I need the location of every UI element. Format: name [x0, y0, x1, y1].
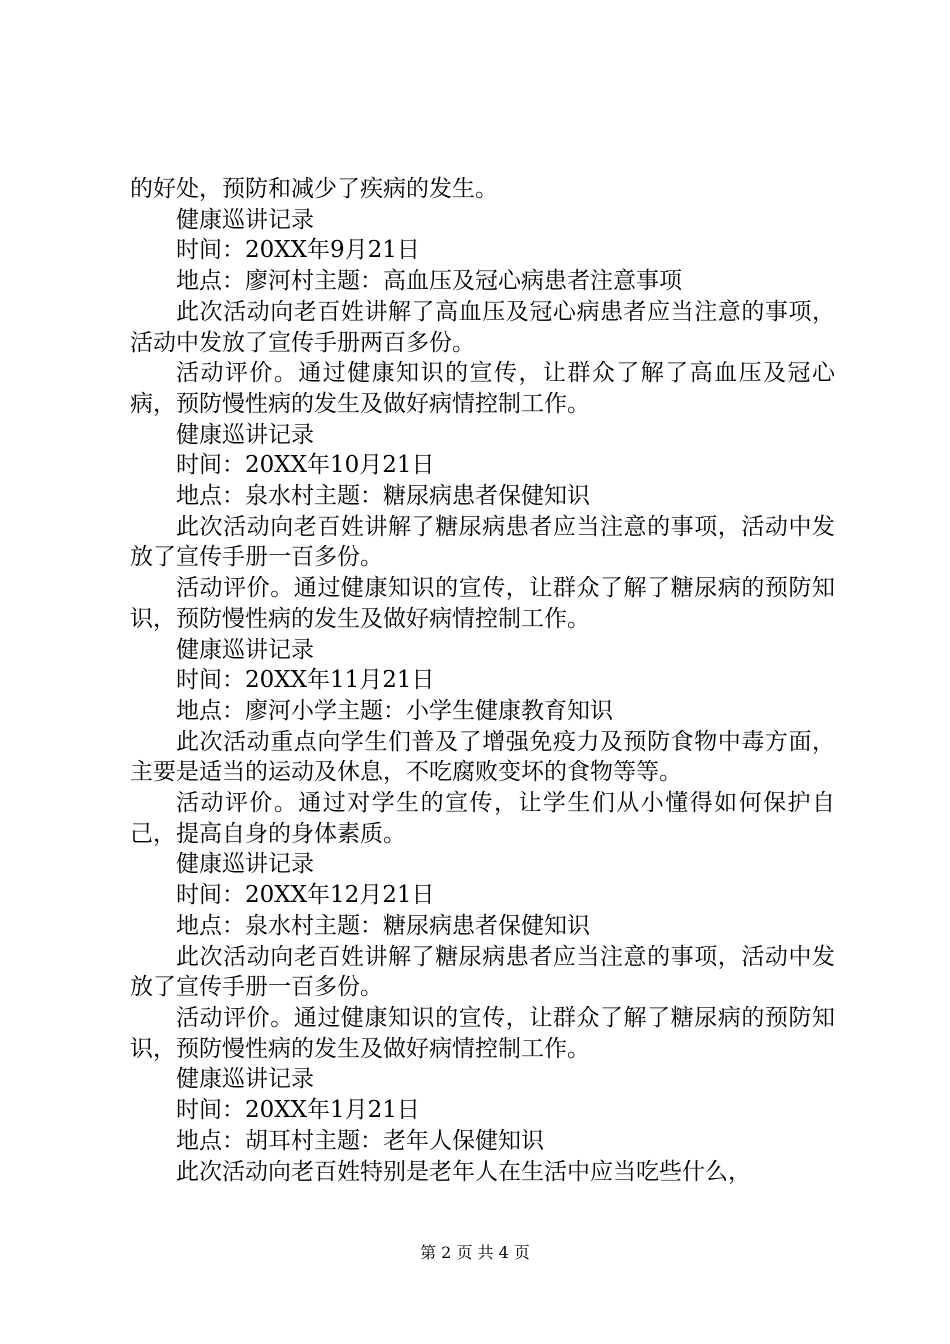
record-heading: 健康巡讲记录 — [176, 1066, 314, 1093]
record-content: 此次活动向老百姓讲解了糖尿病患者应当注意的事项，活动中发放了宣传手册一百多份。 — [130, 943, 835, 1001]
record-location-topic: 地点：泉水村主题：糖尿病患者保健知识 — [176, 912, 590, 939]
record-content: 此次活动重点向学生们普及了增强免疫力及预防食物中毒方面，主要是适当的运动及休息，不吃腐败变坏的食物等等。 — [130, 728, 835, 786]
record-evaluation: 活动评价。通过健康知识的宣传，让群众了解了糖尿病的预防知识，预防慢性病的发生及做好病情控制工作。 — [130, 1004, 835, 1062]
record-heading: 健康巡讲记录 — [176, 421, 314, 448]
record-content: 此次活动向老百姓讲解了糖尿病患者应当注意的事项，活动中发放了宣传手册一百多份。 — [130, 513, 835, 571]
record-heading: 健康巡讲记录 — [176, 851, 314, 878]
record-location-topic: 地点：廖河小学主题：小学生健康教育知识 — [176, 697, 613, 724]
record-time: 时间：20XX年11月21日 — [176, 667, 435, 694]
page-number-footer: 第 2 页 共 4 页 — [420, 1243, 530, 1262]
record-time: 时间：20XX年10月21日 — [176, 452, 435, 479]
record-heading: 健康巡讲记录 — [176, 206, 314, 233]
record-location-topic: 地点：泉水村主题：糖尿病患者保健知识 — [176, 483, 590, 510]
paragraph-continuation: 的好处，预防和减少了疾病的发生。 — [130, 176, 498, 202]
record-evaluation: 活动评价。通过对学生的宣传，让学生们从小懂得如何保护自己，提高自身的身体素质。 — [130, 790, 835, 847]
record-content: 此次活动向老百姓特别是老年人在生活中应当吃些什么， — [176, 1158, 751, 1185]
record-evaluation: 活动评价。通过健康知识的宣传，让群众了解了高血压及冠心病，预防慢性病的发生及做好病情控制工作。 — [130, 360, 835, 417]
record-location-topic: 地点：胡耳村主题：老年人保健知识 — [176, 1127, 544, 1154]
record-heading: 健康巡讲记录 — [176, 636, 314, 663]
document-body — [130, 174, 835, 1187]
record-evaluation: 活动评价。通过健康知识的宣传，让群众了解了糖尿病的预防知识，预防慢性病的发生及做好病情控制工作。 — [130, 575, 835, 632]
record-location-topic: 地点：廖河村主题：高血压及冠心病患者注意事项 — [176, 268, 682, 295]
record-content: 此次活动向老百姓讲解了高血压及冠心病患者应当注意的事项，活动中发放了宣传手册两百多份。 — [130, 298, 835, 356]
record-time: 时间：20XX年9月21日 — [176, 237, 420, 264]
record-time: 时间：20XX年1月21日 — [176, 1097, 420, 1124]
record-time: 时间：20XX年12月21日 — [176, 882, 435, 909]
